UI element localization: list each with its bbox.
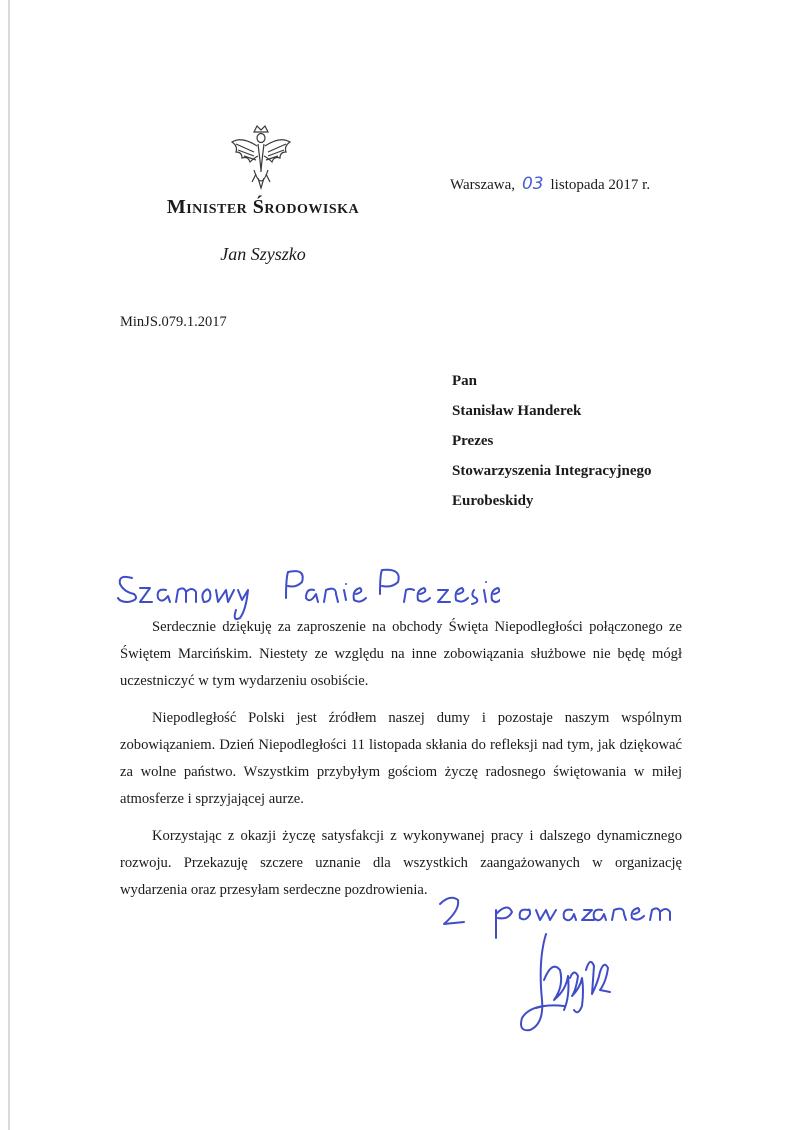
eagle-emblem-icon [228, 122, 294, 194]
recipient-line: Pan [452, 373, 478, 389]
dateline-suffix: listopada 2017 r. [550, 177, 651, 193]
recipient-line: Prezes [452, 433, 494, 449]
body-paragraph: Niepodległość Polski jest źródłem naszej dumy i pozostaje naszym wspólnym zobowiązaniem. Dzień Niepodległości 11 listopada skłania do refleksji nad tym, jak dziękować za wolne państwo. Wszystkim przybyłym gościom życzę radosnego świętowania w miłej atmosferze i sprzyjającej aurze. [120, 710, 682, 807]
reference-number: MinJS.079.1.2017 [120, 314, 227, 330]
page-edge [8, 0, 10, 1130]
handwritten-salutation [110, 560, 500, 622]
minister-name: Jan Szyszko [220, 244, 306, 264]
dateline-day: 03 [521, 174, 544, 194]
dateline-place: Warszawa, [450, 177, 516, 193]
letter-body [120, 614, 682, 914]
body-paragraph: Korzystając z okazji życzę satysfakcji z wykonywanej pracy i dalszego dynamicznego rozwoju. Przekazuję szczere uznanie dla wszystkich zaangażowanych w organizację wydarzenia oraz przesyłam serdeczne pozdrowienia. [120, 828, 682, 898]
dateline [450, 174, 650, 194]
recipient-line: Stanisław Handerek [452, 403, 582, 419]
body-paragraph: Serdecznie dziękuję za zaproszenie na obchody Święta Niepodległości połączonego ze Świętem Marcińskim. Niestety ze względu na inne zobowiązania służbowe nie będę mógł uczestniczyć w tym wydarzeniu osobiście. [120, 619, 682, 689]
recipient-line: Stowarzyszenia Integracyjnego [452, 463, 652, 479]
ministry-title: Minister Środowiska [166, 196, 360, 218]
recipient-block [452, 366, 652, 516]
handwritten-signature [508, 920, 618, 1040]
recipient-line: Eurobeskidy [452, 493, 534, 509]
